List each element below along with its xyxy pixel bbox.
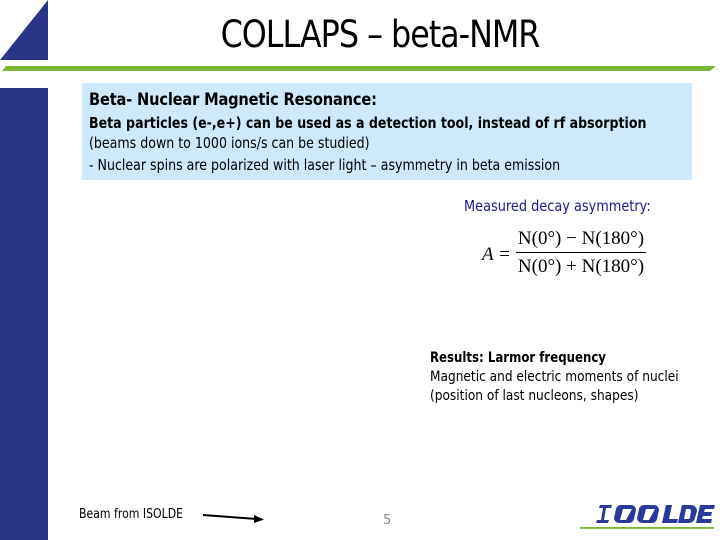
beam-label: Beam from ISOLDE [79,507,184,522]
slide-title: COLLAPS – beta-NMR [220,13,540,56]
fraction-bar [516,252,646,253]
arrow-right-icon [200,508,270,526]
info-line-beams: (beams down to 1000 ions/s can be studied) [89,134,370,152]
formula-numerator: N(0°) − N(180°) [517,228,645,249]
results-heading: Results: Larmor frequency [430,350,606,366]
info-line-nuclear-spins: - Nuclear spins are polarized with laser light – asymmetry in beta emission [89,156,561,174]
results-line-moments: Magnetic and electric moments of nuclei [430,369,679,385]
formula-lhs: A = [482,244,511,265]
results-line-position: (position of last nucleons, shapes) [430,388,639,404]
info-line-beta-particles: Beta particles (e-,e+) can be used as a detection tool, instead of rf absorption [89,114,647,132]
left-side-bar [0,88,48,540]
info-box [82,83,692,180]
isolde-logo-icon [578,500,716,532]
results-block [430,349,720,406]
asymmetry-label: Measured decay asymmetry: [464,197,651,215]
title-underline-rule [0,64,720,74]
page-number: 5 [383,513,392,528]
formula-denominator: N(0°) + N(180°) [517,256,645,277]
info-heading: Beta- Nuclear Magnetic Resonance: [89,90,377,110]
corner-triangle-decoration [0,0,50,61]
formula-fraction [516,228,646,278]
